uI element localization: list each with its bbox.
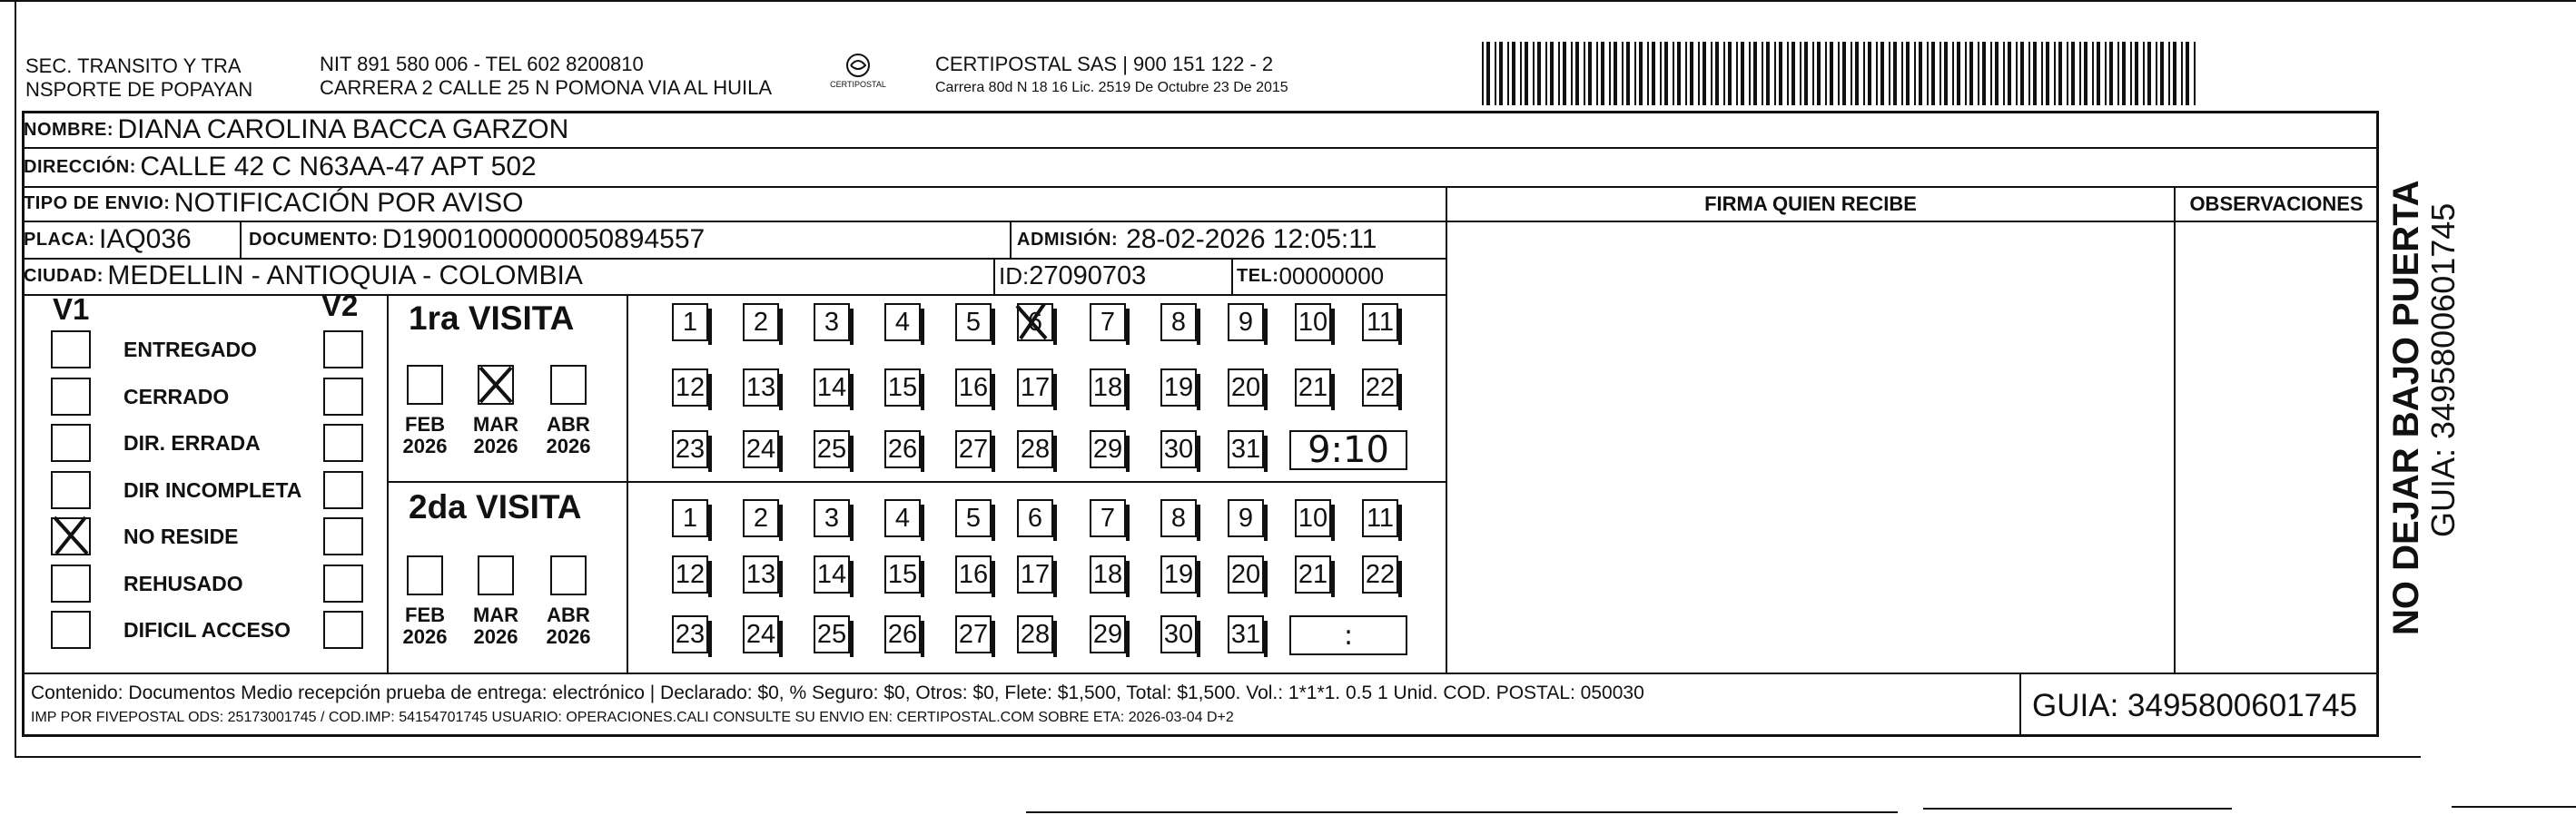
second-visit-day-24[interactable] <box>743 615 779 653</box>
second-visit-day-label: 20 <box>1230 559 1261 589</box>
barcode <box>1482 42 2208 105</box>
first-visit-day-label: 18 <box>1092 372 1123 402</box>
first-visit-day-label: 6 <box>1028 308 1042 338</box>
second-visit-day-18[interactable] <box>1090 555 1126 594</box>
second-visit-day-label: 16 <box>958 559 989 589</box>
second-visit-day-label: 24 <box>745 619 776 649</box>
tel-row: TEL: 00000000 <box>1237 261 1385 290</box>
first-visit-day-27[interactable] <box>955 430 992 468</box>
first-visit-day-17[interactable] <box>1017 368 1053 407</box>
second-visit-day-16[interactable] <box>955 555 992 594</box>
first-visit-day-23[interactable] <box>672 430 708 468</box>
svg-text:CERTIPOSTAL: CERTIPOSTAL <box>830 80 886 89</box>
first-visit-day-label: 3 <box>824 307 840 337</box>
firma-header: FIRMA QUIEN RECIBE <box>1704 192 1917 215</box>
second-visit-day-label: 7 <box>1100 503 1116 533</box>
first-visit-day-label: 23 <box>675 434 706 464</box>
observaciones-header: OBSERVACIONES <box>2189 192 2364 215</box>
second-visit-day-31[interactable] <box>1228 615 1264 653</box>
second-visit-day-label: 10 <box>1298 503 1328 533</box>
second-visit-month-mar-label: MAR 2026 <box>472 604 519 648</box>
first-visit-day-label: 20 <box>1230 372 1261 402</box>
v1-checkbox-cerrado[interactable] <box>51 378 91 416</box>
second-visit-day-2[interactable] <box>743 499 779 537</box>
first-visit-day-label: 12 <box>675 372 706 402</box>
second-visit-month-feb-checkbox[interactable] <box>407 555 443 595</box>
status-label-dir-errada: DIR. ERRADA <box>123 431 261 455</box>
second-visit-day-label: 15 <box>887 559 918 589</box>
first-visit-day-label: 19 <box>1163 372 1194 402</box>
v1-checkbox-entregado[interactable] <box>51 330 91 368</box>
sender-nit-address: NIT 891 580 006 - TEL 602 8200810 CARRERA 2 CALLE 25 N POMONA VIA AL HUILA <box>320 53 773 99</box>
second-visit-day-label: 6 <box>1027 503 1043 533</box>
first-visit-month-mar-label: MAR 2026 <box>472 413 519 457</box>
id-row: ID: 27090703 <box>999 260 1147 290</box>
second-visit-day-17[interactable] <box>1017 555 1053 594</box>
first-visit-day-label: 27 <box>958 434 989 464</box>
first-visit-day-10[interactable] <box>1295 303 1331 341</box>
first-visit-day-label: 17 <box>1020 372 1051 402</box>
second-visit-day-label: 8 <box>1170 503 1187 533</box>
second-visit-day-3[interactable] <box>814 499 850 537</box>
second-visit-day-label: 5 <box>965 503 982 533</box>
second-visit-day-14[interactable] <box>814 555 850 594</box>
second-visit-day-15[interactable] <box>884 555 921 594</box>
first-visit-day-label: 5 <box>965 307 982 337</box>
first-visit-day-13[interactable] <box>743 368 779 407</box>
second-visit-day-10[interactable] <box>1295 499 1331 537</box>
status-label-rehusado: REHUSADO <box>123 572 243 595</box>
documento-row: DOCUMENTO: D19001000000050894557 <box>249 224 706 254</box>
signature-area[interactable] <box>1453 224 2170 669</box>
first-visit-day-19[interactable] <box>1160 368 1197 407</box>
first-visit-day-29[interactable] <box>1090 430 1126 468</box>
first-visit-day-22[interactable] <box>1362 368 1398 407</box>
second-visit-day-label: 12 <box>675 559 706 589</box>
first-visit-day-24[interactable] <box>743 430 779 468</box>
first-visit-month-abr-checkbox[interactable] <box>550 365 587 405</box>
first-visit-day-label: 25 <box>816 434 847 464</box>
first-visit-day-4[interactable] <box>884 303 921 341</box>
first-visit-day-label: 16 <box>958 372 989 402</box>
second-visit-day-13[interactable] <box>743 555 779 594</box>
status-label-entregado: ENTREGADO <box>123 338 257 361</box>
second-visit-day-27[interactable] <box>955 615 992 653</box>
first-visit-day-30[interactable] <box>1160 430 1197 468</box>
second-visit-day-label: 21 <box>1298 559 1328 589</box>
nombre-row: NOMBRE: DIANA CAROLINA BACCA GARZON <box>24 114 569 144</box>
first-visit-month-feb-label: FEB 2026 <box>402 413 448 457</box>
first-visit-day-label: 11 <box>1366 307 1395 337</box>
second-visit-day-label: 28 <box>1020 619 1051 649</box>
first-visit-day-label: 7 <box>1100 307 1116 337</box>
v1-checkbox-dir-incompleta[interactable] <box>51 471 91 509</box>
second-visit-month-mar-checkbox[interactable] <box>478 555 514 595</box>
first-visit-day-label: 30 <box>1163 434 1194 464</box>
first-visit-day-label: 26 <box>887 434 918 464</box>
second-visit-day-label: 3 <box>824 503 840 533</box>
second-visit-day-25[interactable] <box>814 615 850 653</box>
content-summary: Contenido: Documentos Medio recepción prueba de entrega: electrónico | Declarado: $0, % Seguro: $0, Otros: $0, Flete: $1,500, Total: $1,500. Vol.: 1*1*1. 0.5 1 Unid. COD. POSTAL: 050030 <box>31 682 1644 703</box>
first-visit-day-label: 15 <box>887 372 918 402</box>
second-visit-day-21[interactable] <box>1295 555 1331 594</box>
guia-number: GUIA: 3495800601745 <box>2032 688 2358 723</box>
certipostal-logo <box>822 49 894 94</box>
second-visit-month-abr-label: ABR 2026 <box>546 604 591 648</box>
first-visit-day-9[interactable] <box>1228 303 1264 341</box>
second-visit-day-label: 31 <box>1230 619 1261 649</box>
first-visit-day-label: 31 <box>1230 434 1261 464</box>
first-visit-day-label: 8 <box>1170 307 1187 337</box>
second-visit-day-4[interactable] <box>884 499 921 537</box>
second-visit-day-label: 13 <box>745 559 776 589</box>
second-visit-day-label: 2 <box>753 503 769 533</box>
second-visit-day-6[interactable] <box>1017 499 1053 537</box>
direccion-row: DIRECCIÓN: CALLE 42 C N63AA-47 APT 502 <box>24 152 537 182</box>
company-info: CERTIPOSTAL SAS | 900 151 122 - 2 Carrera 80d N 18 16 Lic. 2519 De Octubre 23 De 2015 <box>935 53 1288 95</box>
second-visit-day-26[interactable] <box>884 615 921 653</box>
second-visit-title: 2da VISITA <box>409 488 582 525</box>
v2-checkbox-rehusado[interactable] <box>323 565 363 603</box>
second-visit-day-label: 27 <box>958 619 989 649</box>
second-visit-month-feb-label: FEB 2026 <box>402 604 448 648</box>
second-visit-day-1[interactable] <box>672 499 708 537</box>
second-visit-day-label: 25 <box>816 619 847 649</box>
first-visit-day-12[interactable] <box>672 368 708 407</box>
first-visit-day-label: 21 <box>1298 372 1328 402</box>
second-visit-day-20[interactable] <box>1228 555 1264 594</box>
v1-label: V1 <box>53 292 90 326</box>
v1-checkbox-no-reside[interactable] <box>51 517 91 555</box>
first-visit-day-25[interactable] <box>814 430 850 468</box>
second-visit-day-label: 17 <box>1020 559 1051 589</box>
status-label-cerrado: CERRADO <box>123 385 230 408</box>
first-visit-day-20[interactable] <box>1228 368 1264 407</box>
first-visit-day-1[interactable] <box>672 303 708 341</box>
v2-checkbox-dificil-acceso[interactable] <box>323 611 363 649</box>
first-visit-day-3[interactable] <box>814 303 850 341</box>
first-visit-day-label: 1 <box>682 307 698 337</box>
status-label-dir-incompleta: DIR INCOMPLETA <box>123 478 302 502</box>
v2-checkbox-entregado[interactable] <box>323 330 363 368</box>
print-info: IMP POR FIVEPOSTAL ODS: 25173001745 / COD.IMP: 54154701745 USUARIO: OPERACIONES.CALI CONSULTE SU ENVIO EN: CERTIPOSTAL.COM SOBRE ETA: 2026-03-04 D+2 <box>31 710 1234 725</box>
first-visit-day-16[interactable] <box>955 368 992 407</box>
second-visit-day-22[interactable] <box>1362 555 1398 594</box>
first-visit-day-7[interactable] <box>1090 303 1126 341</box>
second-visit-day-label: 14 <box>816 559 847 589</box>
second-visit-day-label: 23 <box>675 619 706 649</box>
first-visit-day-26[interactable] <box>884 430 921 468</box>
second-visit-day-7[interactable] <box>1090 499 1126 537</box>
vertical-guia-text: GUIA: 3495800601745 <box>2424 202 2462 537</box>
second-visit-day-28[interactable] <box>1017 615 1053 653</box>
second-visit-day-label: 11 <box>1366 503 1395 533</box>
first-visit-day-14[interactable] <box>814 368 850 407</box>
tipo-envio-row: TIPO DE ENVIO: NOTIFICACIÓN POR AVISO <box>24 188 524 218</box>
v2-checkbox-cerrado[interactable] <box>323 378 363 416</box>
first-visit-day-31[interactable] <box>1228 430 1264 468</box>
ciudad-row: CIUDAD: MEDELLIN - ANTIOQUIA - COLOMBIA <box>24 260 583 290</box>
second-visit-month-abr-checkbox[interactable] <box>550 555 587 595</box>
first-visit-day-label: 2 <box>753 307 769 337</box>
second-visit-day-label: 22 <box>1365 559 1396 589</box>
first-visit-day-11[interactable] <box>1362 303 1398 341</box>
second-visit-day-label: 4 <box>894 503 911 533</box>
first-visit-day-18[interactable] <box>1090 368 1126 407</box>
second-visit-day-23[interactable] <box>672 615 708 653</box>
v2-checkbox-dir-errada[interactable] <box>323 424 363 462</box>
second-visit-day-label: 26 <box>887 619 918 649</box>
v2-checkbox-dir-incompleta[interactable] <box>323 471 363 509</box>
first-visit-month-abr-label: ABR 2026 <box>546 413 591 457</box>
first-visit-day-label: 14 <box>816 372 847 402</box>
first-visit-day-21[interactable] <box>1295 368 1331 407</box>
second-visit-day-8[interactable] <box>1160 499 1197 537</box>
first-visit-day-label: 29 <box>1092 434 1123 464</box>
second-visit-time-field[interactable]: : <box>1289 615 1407 655</box>
second-visit-day-19[interactable] <box>1160 555 1197 594</box>
second-visit-day-label: 18 <box>1092 559 1123 589</box>
first-visit-day-8[interactable] <box>1160 303 1197 341</box>
first-visit-day-15[interactable] <box>884 368 921 407</box>
second-visit-day-29[interactable] <box>1090 615 1126 653</box>
first-visit-day-label: 9 <box>1238 307 1254 337</box>
placa-row: PLACA: IAQ036 <box>24 224 192 254</box>
first-visit-day-label: 28 <box>1020 434 1051 464</box>
admision-row: ADMISIÓN: 28-02-2026 12:05:11 <box>1017 224 1377 254</box>
second-visit-day-9[interactable] <box>1228 499 1264 537</box>
first-visit-title: 1ra VISITA <box>409 299 575 337</box>
second-visit-day-label: 29 <box>1092 619 1123 649</box>
first-visit-day-28[interactable] <box>1017 430 1053 468</box>
second-visit-day-11[interactable] <box>1362 499 1398 537</box>
second-visit-day-12[interactable] <box>672 555 708 594</box>
first-visit-day-2[interactable] <box>743 303 779 341</box>
v1-checkbox-dir-errada[interactable] <box>51 424 91 462</box>
v2-label: V2 <box>321 289 359 322</box>
sender-name: SEC. TRANSITO Y TRA NSPORTE DE POPAYAN <box>25 54 253 101</box>
observations-area[interactable] <box>2179 224 2374 669</box>
second-visit-day-label: 30 <box>1163 619 1194 649</box>
first-visit-day-label: 4 <box>894 307 911 337</box>
status-label-no-reside: NO RESIDE <box>123 525 239 548</box>
first-visit-month-feb-checkbox[interactable] <box>407 365 443 405</box>
first-visit-day-label: 22 <box>1365 372 1396 402</box>
second-visit-day-label: 19 <box>1163 559 1194 589</box>
first-visit-day-6[interactable] <box>1017 303 1053 341</box>
first-visit-day-label: 13 <box>745 372 776 402</box>
status-label-dificil-acceso: DIFICIL ACCESO <box>123 618 291 642</box>
second-visit-day-label: 9 <box>1238 503 1254 533</box>
first-visit-time-field[interactable]: 9:10 <box>1289 430 1407 470</box>
second-visit-day-label: 1 <box>682 503 698 533</box>
v2-checkbox-no-reside[interactable] <box>323 517 363 555</box>
v1-checkbox-rehusado[interactable] <box>51 565 91 603</box>
second-visit-day-5[interactable] <box>955 499 992 537</box>
first-visit-day-label: 24 <box>745 434 776 464</box>
v1-checkbox-dificil-acceso[interactable] <box>51 611 91 649</box>
vertical-notice <box>2386 91 2461 635</box>
no-dejar-text: NO DEJAR BAJO PUERTA <box>2386 180 2426 635</box>
second-visit-day-30[interactable] <box>1160 615 1197 653</box>
first-visit-month-mar-checkbox[interactable] <box>478 365 514 405</box>
first-visit-day-label: 10 <box>1298 307 1328 337</box>
first-visit-day-5[interactable] <box>955 303 992 341</box>
